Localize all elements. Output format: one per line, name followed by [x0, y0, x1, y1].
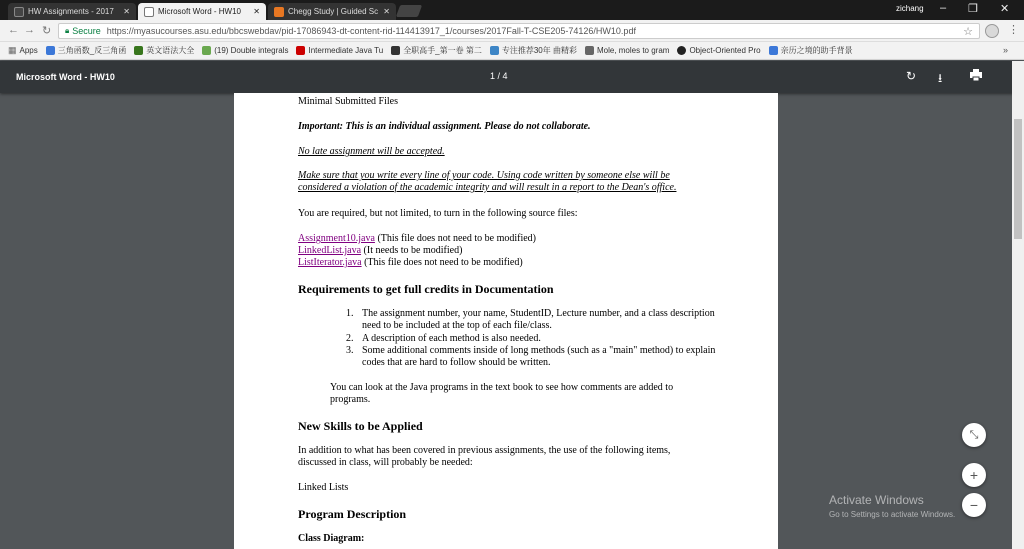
bookmark-item[interactable]: Mole, moles to gram: [585, 46, 669, 55]
pdf-page: Minimal Submitted Files Important: This is an individual assignment. Please do not collaborate. No late assignment will be accepted. Make sure that you write every line of your code. Using code written by someone else will be considered a violation of the academic integrity and will result in a report to the Dean's office. You are required, but not limited, to turn in the following source files: Assignment10.java (This file does not need to be modified) LinkedList.java (It needs to be modified) ListIterator.java (This file does not need to be modified) Requirements to get full credits in Documentation 1. The assignment number, your name, StudentID, Lecture number, and a class description need to be included at the top of each file/class. 2. A description of each method is also needed. 3. Some additional comments inside of long methods (such as a "main" method) to explain codes that are hard to follow should be written. You can look at the Java programs in the text book to see how comments are added to programs. New Skills to be Applied In addition to what has been covered in previous assignments, the use of the following items, discussed in class, will probably be needed: Linked Lists Program Description Class Diagram:: [234, 93, 778, 549]
menu-icon[interactable]: ⋮: [1008, 24, 1019, 36]
download-icon[interactable]: ⭳: [938, 71, 943, 85]
tab-chegg-study[interactable]: Chegg Study | Guided Sc ✕: [268, 3, 396, 20]
browser-toolbar: [0, 20, 1024, 42]
scrollbar-thumb[interactable]: [1014, 119, 1022, 239]
bookmark-item[interactable]: 亲历之境的助手背景: [769, 45, 853, 56]
tab-hw-assignments[interactable]: HW Assignments - 2017 ✕: [8, 3, 136, 20]
reload-icon[interactable]: ↻: [42, 25, 52, 37]
integrity-notice-line1: Make sure that you write every line of your code. Using code written by someone else will be: [298, 170, 670, 181]
bookmark-item[interactable]: Intermediate Java Tu: [296, 46, 383, 55]
lock-icon: 🔒︎: [65, 26, 70, 35]
minimize-icon[interactable]: –: [940, 2, 947, 14]
bookmark-apps[interactable]: ▦ Apps: [8, 45, 38, 55]
secure-label: Secure: [72, 26, 101, 36]
chegg-icon: [274, 7, 284, 17]
close-tab-icon[interactable]: ✕: [123, 7, 130, 16]
skill-item: Linked Lists: [298, 482, 349, 493]
back-icon[interactable]: ←: [8, 24, 19, 36]
zoom-out-icon[interactable]: −: [962, 493, 986, 517]
more-bookmarks-icon[interactable]: »: [1002, 45, 1008, 55]
close-window-icon[interactable]: ✕: [1000, 3, 1010, 15]
bookmark-favicon-icon: [391, 46, 400, 55]
page-indicator: 1 / 4: [490, 71, 508, 81]
pdf-title: Microsoft Word - HW10: [16, 72, 115, 82]
extension-icon[interactable]: [985, 24, 999, 38]
important-notice: Important: This is an individual assignment. Please do not collaborate.: [298, 121, 591, 132]
url-text[interactable]: https://myasucourses.asu.edu/bbcswebdav/pid-17086943-dt-content-rid-114413917_1/courses/2017Fall-T-CSE205-74126/HW10.pdf: [106, 26, 636, 36]
vertical-scrollbar[interactable]: [1012, 61, 1024, 549]
zoom-in-icon[interactable]: +: [962, 463, 986, 487]
bookmark-favicon-icon: [202, 46, 211, 55]
forward-icon[interactable]: →: [24, 24, 35, 36]
doc-line: Minimal Submitted Files: [298, 96, 399, 107]
bookmark-item[interactable]: Object-Oriented Pro: [677, 46, 760, 55]
bookmark-item[interactable]: 专注推荐30年 曲精彩: [490, 45, 577, 56]
bookmark-item[interactable]: (19) Double integrals: [202, 46, 288, 55]
section-heading: Requirements to get full credits in Documentation: [298, 282, 554, 296]
bookmark-favicon-icon: [585, 46, 594, 55]
comments-hint: You can look at the Java programs in the text book to see how comments are added to programs.: [330, 382, 674, 406]
bookmarks-bar: [0, 42, 1024, 60]
file-entry: Assignment10.java (This file does not need to be modified): [298, 233, 537, 244]
apps-grid-icon: ▦: [8, 45, 17, 55]
activate-windows-watermark: Activate Windows Go to Settings to activate Windows.: [829, 493, 956, 519]
file-link[interactable]: LinkedList.java: [298, 245, 362, 256]
close-tab-icon[interactable]: ✕: [253, 7, 260, 16]
bookmark-item[interactable]: 全职高手_第一卷 第二: [391, 45, 482, 56]
late-notice: No late assignment will be accepted.: [298, 146, 445, 157]
pdf-toolbar: [0, 61, 1024, 93]
profile-name[interactable]: zichang: [896, 4, 924, 13]
section-heading: Program Description: [298, 507, 407, 521]
rotate-icon[interactable]: ↻: [906, 69, 917, 83]
bookmark-item[interactable]: 英文语法大全: [134, 45, 194, 56]
file-link[interactable]: Assignment10.java: [298, 233, 375, 244]
bookmark-favicon-icon: [490, 46, 499, 55]
bookmark-favicon-icon: [769, 46, 778, 55]
new-tab-button[interactable]: [396, 5, 422, 17]
file-entry: ListIterator.java (This file does not need to be modified): [298, 257, 523, 268]
bookmark-item[interactable]: 三角函数_反三角函: [46, 45, 126, 56]
github-icon: [677, 46, 686, 55]
required-files-text: You are required, but not limited, to turn in the following source files:: [298, 208, 578, 219]
restore-icon[interactable]: ❐: [968, 3, 978, 15]
bookmark-star-icon[interactable]: ☆: [963, 26, 973, 38]
class-diagram-label: Class Diagram:: [298, 533, 365, 544]
addition-text: In addition to what has been covered in previous assignments, the use of the following items, discussed in class, will probably be needed:: [298, 445, 671, 469]
address-bar[interactable]: [58, 23, 980, 39]
tab-microsoft-word-hw10[interactable]: Microsoft Word - HW10 ✕: [138, 3, 266, 20]
integrity-notice-line2: considered a violation of the academic integrity and will result in a report to the Dean's office.: [298, 182, 677, 193]
print-icon[interactable]: [970, 69, 982, 84]
file-entry: LinkedList.java (It needs to be modified): [298, 245, 463, 256]
tab-strip: [0, 0, 1024, 20]
blackboard-icon: [14, 7, 24, 17]
youtube-icon: [296, 46, 305, 55]
file-link[interactable]: ListIterator.java: [298, 257, 362, 268]
close-tab-icon[interactable]: ✕: [383, 7, 390, 16]
section-heading: New Skills to be Applied: [298, 419, 423, 433]
document-icon: [144, 7, 154, 17]
fit-to-page-icon[interactable]: ⤡: [962, 423, 986, 447]
bookmark-favicon-icon: [46, 46, 55, 55]
bookmark-favicon-icon: [134, 46, 143, 55]
